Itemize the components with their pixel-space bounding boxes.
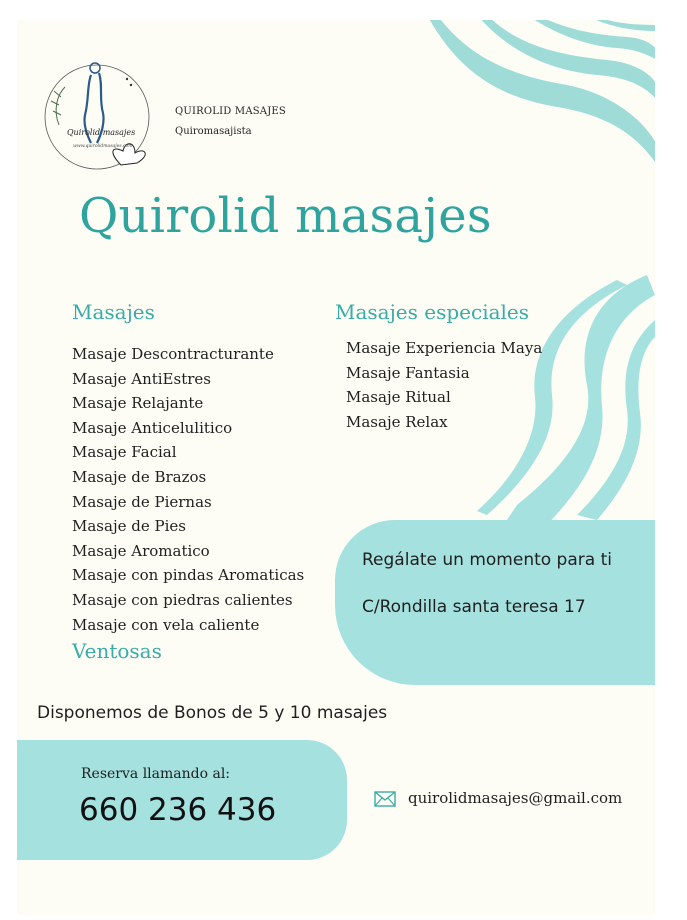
business-name: QUIROLID MASAJES	[175, 106, 286, 117]
masajes-especiales-list	[346, 336, 542, 434]
logo-text: Quirolid masajes	[67, 128, 136, 137]
business-subtitle: Quiromasajista	[175, 126, 252, 137]
email-link[interactable]: quirolidmasajes@gmail.com	[408, 789, 623, 807]
wave-decoration-top	[397, 20, 655, 165]
masajes-especiales-heading: Masajes especiales	[335, 300, 530, 324]
list-item: Masaje de Pies	[72, 517, 186, 536]
phone-label: Reserva llamando al:	[81, 766, 231, 782]
masajes-heading: Masajes	[72, 300, 155, 324]
list-item: Masaje Descontracturante	[72, 345, 274, 363]
list-item: Masaje Anticelulitico	[72, 418, 233, 437]
list-item: Masaje de Piernas	[72, 492, 212, 511]
promo-tagline: Regálate un momento para ti	[362, 550, 612, 570]
flyer	[17, 20, 655, 915]
list-item: Masaje Relax	[346, 412, 448, 431]
logo-url: www.quirolidmasajes.com	[73, 144, 133, 149]
list-item: Masaje con vela caliente	[72, 615, 260, 634]
list-item: Masaje Aromatico	[72, 541, 210, 560]
address: C/Rondilla santa teresa 17	[362, 597, 586, 617]
list-item: Masaje Experiencia Maya	[346, 339, 543, 357]
list-item: Masaje Ritual	[346, 388, 451, 407]
list-item: Masaje Relajante	[72, 394, 204, 413]
logo	[39, 55, 157, 175]
list-item: Masaje Facial	[72, 443, 177, 462]
list-item: Masaje de Brazos	[72, 467, 207, 486]
ventosas-heading: Ventosas	[72, 639, 162, 663]
list-item: Masaje AntiEstres	[72, 369, 211, 388]
list-item: Masaje con pindas Aromaticas	[72, 566, 305, 585]
list-item: Masaje con piedras calientes	[72, 590, 293, 609]
page-title: Quirolid masajes	[79, 188, 492, 244]
masajes-list	[72, 342, 304, 637]
bonos-text: Disponemos de Bonos de 5 y 10 masajes	[37, 703, 388, 723]
envelope-icon	[374, 791, 396, 807]
list-item: Masaje Fantasia	[346, 363, 470, 382]
phone-number[interactable]: 660 236 436	[79, 792, 277, 828]
